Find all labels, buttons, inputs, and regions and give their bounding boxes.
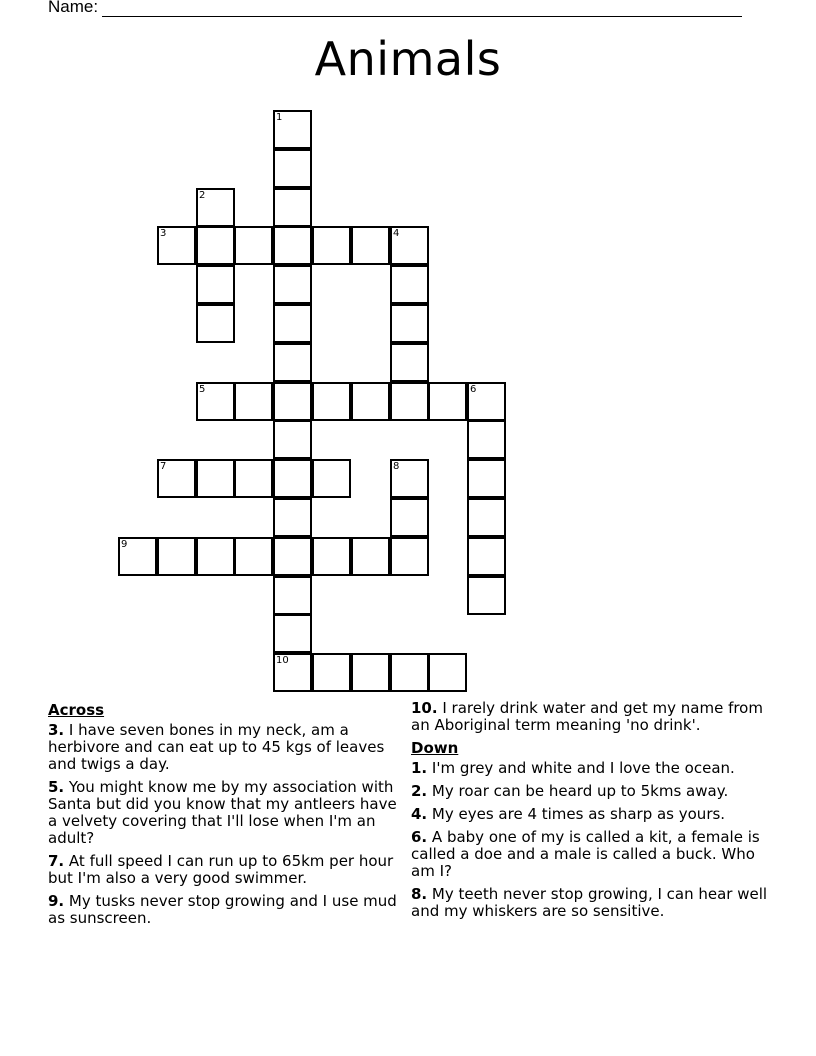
grid-cell[interactable]	[273, 265, 312, 304]
grid-cell[interactable]	[351, 226, 390, 265]
clue-text: My eyes are 4 times as sharp as yours.	[431, 805, 726, 823]
grid-cell[interactable]	[390, 537, 429, 576]
cell-number: 6	[470, 384, 477, 395]
grid-cell[interactable]	[157, 226, 196, 265]
grid-cell[interactable]	[390, 343, 429, 382]
grid-cell[interactable]	[312, 226, 351, 265]
clue-number: 9.	[48, 892, 65, 910]
clue-text: I'm grey and white and I love the ocean.	[431, 759, 735, 777]
grid-cell[interactable]	[234, 382, 273, 421]
clue-down-6	[411, 829, 771, 880]
clue-down-8	[411, 886, 771, 920]
clue-text: I have seven bones in my neck, am a herbivore and can eat up to 45 kgs of leaves and twigs a day.	[48, 721, 385, 773]
cell-number: 4	[393, 228, 400, 239]
down-heading: Down	[411, 739, 459, 757]
grid-cell[interactable]	[196, 188, 235, 227]
grid-cell[interactable]	[312, 537, 351, 576]
clue-number: 3.	[48, 721, 65, 739]
clue-number: 5.	[48, 778, 65, 796]
cell-number: 5	[199, 384, 206, 395]
grid-cell[interactable]	[196, 304, 235, 343]
grid-cell[interactable]	[467, 459, 506, 498]
cell-number: 7	[160, 461, 167, 472]
grid-cell[interactable]	[273, 382, 312, 421]
across-heading: Across	[48, 701, 105, 719]
grid-cell[interactable]	[196, 537, 235, 576]
grid-cell[interactable]	[273, 110, 312, 149]
grid-cell[interactable]	[390, 459, 429, 498]
grid-cell[interactable]	[157, 459, 196, 498]
name-label: Name:	[48, 0, 99, 16]
grid-cell[interactable]	[157, 537, 196, 576]
grid-cell[interactable]	[273, 576, 312, 615]
clue-across-3	[48, 722, 408, 773]
grid-cell[interactable]	[428, 382, 467, 421]
grid-cell[interactable]	[118, 537, 157, 576]
grid-cell[interactable]	[196, 382, 235, 421]
grid-cell[interactable]	[390, 304, 429, 343]
grid-cell[interactable]	[428, 653, 467, 692]
clue-across-9	[48, 893, 408, 927]
page-title: Animals	[314, 32, 502, 86]
clue-text: My teeth never stop growing, I can hear well and my whiskers are so sensitive.	[411, 885, 768, 920]
grid-cell[interactable]	[196, 265, 235, 304]
grid-cell[interactable]	[273, 498, 312, 537]
clue-text: At full speed I can run up to 65km per hour but I'm also a very good swimmer.	[48, 852, 394, 887]
grid-cell[interactable]	[273, 459, 312, 498]
clue-number: 10.	[411, 699, 438, 717]
cell-number: 2	[199, 190, 206, 201]
grid-cell[interactable]	[390, 498, 429, 537]
clues-right-column	[411, 700, 771, 926]
grid-cell[interactable]	[467, 420, 506, 459]
grid-cell[interactable]	[467, 498, 506, 537]
grid-cell[interactable]	[351, 653, 390, 692]
grid-cell[interactable]	[312, 459, 351, 498]
clue-down-2	[411, 783, 771, 800]
grid-cell[interactable]	[390, 265, 429, 304]
grid-cell[interactable]	[196, 459, 235, 498]
grid-cell[interactable]	[273, 343, 312, 382]
grid-cell[interactable]	[312, 653, 351, 692]
grid-cell[interactable]	[273, 188, 312, 227]
grid-cell[interactable]	[312, 382, 351, 421]
clue-number: 2.	[411, 782, 428, 800]
grid-cell[interactable]	[390, 653, 429, 692]
grid-cell[interactable]	[234, 537, 273, 576]
clue-number: 8.	[411, 885, 428, 903]
clue-text: You might know me by my association with Santa but did you know that my antleers have a velvety covering that I'll lose when I'm an adult?	[48, 778, 397, 847]
clue-down-4	[411, 806, 771, 823]
cell-number: 10	[276, 655, 289, 666]
clues-left-column	[48, 700, 408, 933]
clue-across-5	[48, 779, 408, 847]
grid-cell[interactable]	[467, 382, 506, 421]
grid-cell[interactable]	[273, 614, 312, 653]
clue-text: I rarely drink water and get my name from an Aboriginal term meaning 'no drink'.	[411, 699, 763, 734]
cell-number: 8	[393, 461, 400, 472]
clue-across-10	[411, 700, 771, 734]
grid-cell[interactable]	[273, 420, 312, 459]
grid-cell[interactable]	[234, 459, 273, 498]
grid-cell[interactable]	[351, 537, 390, 576]
grid-cell[interactable]	[467, 576, 506, 615]
cell-number: 3	[160, 228, 167, 239]
grid-cell[interactable]	[196, 226, 235, 265]
grid-cell[interactable]	[273, 653, 312, 692]
cell-number: 9	[121, 539, 128, 550]
clue-text: My tusks never stop growing and I use mud as sunscreen.	[48, 892, 397, 927]
clue-text: My roar can be heard up to 5kms away.	[431, 782, 729, 800]
cell-number: 1	[276, 112, 283, 123]
grid-cell[interactable]	[273, 304, 312, 343]
grid-cell[interactable]	[390, 226, 429, 265]
clue-across-7	[48, 853, 408, 887]
clue-number: 7.	[48, 852, 65, 870]
clue-number: 1.	[411, 759, 428, 777]
grid-cell[interactable]	[273, 149, 312, 188]
clue-down-1	[411, 760, 771, 777]
grid-cell[interactable]	[467, 537, 506, 576]
grid-cell[interactable]	[234, 226, 273, 265]
grid-cell[interactable]	[351, 382, 390, 421]
clue-number: 4.	[411, 805, 428, 823]
clue-text: A baby one of my is called a kit, a female is called a doe and a male is called a buck. Who am I?	[411, 828, 760, 880]
grid-cell[interactable]	[273, 226, 312, 265]
clue-number: 6.	[411, 828, 428, 846]
grid-cell[interactable]	[390, 382, 429, 421]
grid-cell[interactable]	[273, 537, 312, 576]
